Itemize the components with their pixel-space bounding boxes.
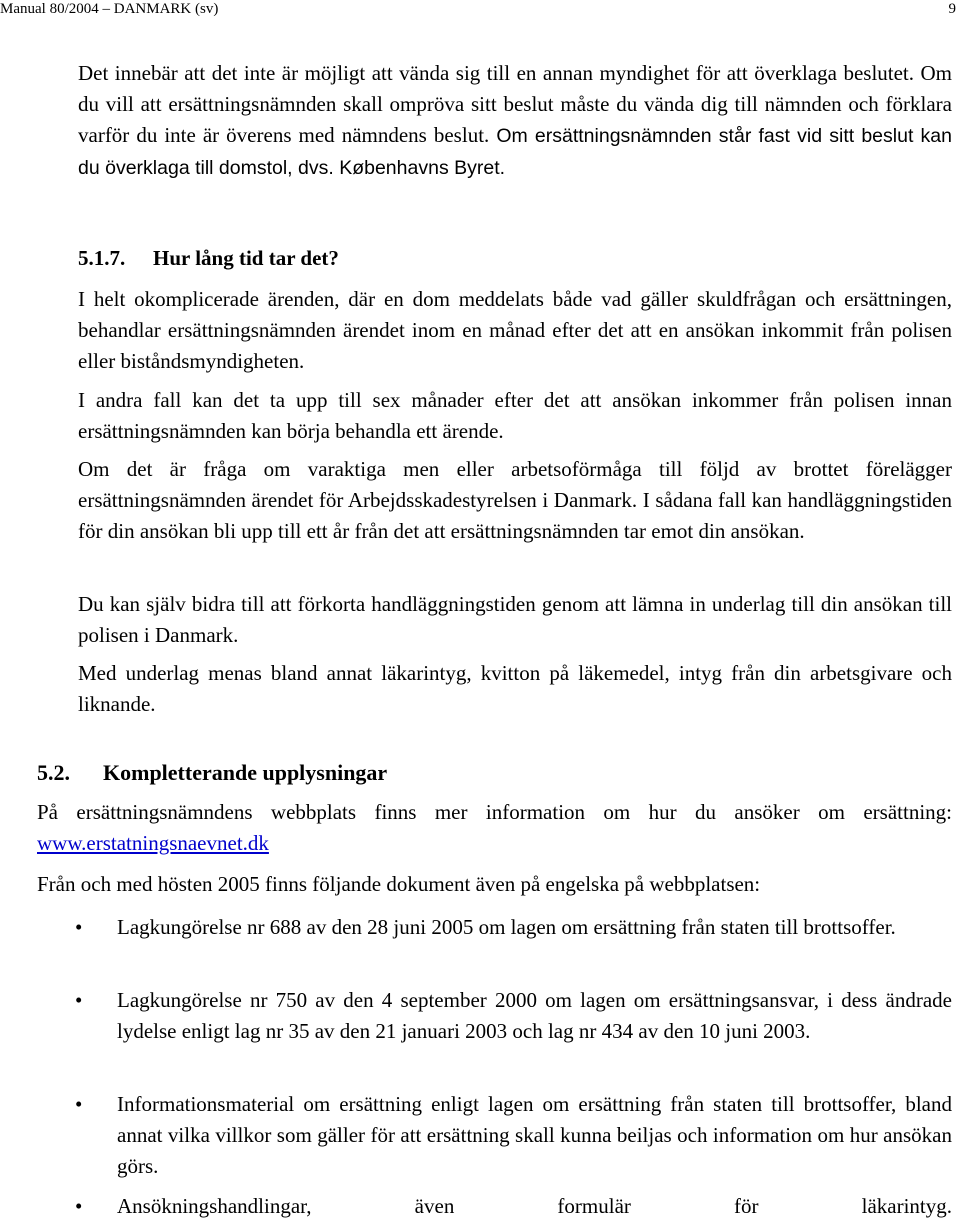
paragraph-4: Du kan själv bidra till att förkorta handläggningstiden genom att lämna in underlag till din ansökan till polisen i Danmark. — [78, 592, 952, 647]
list-item-text: Lagkungörelse nr 750 av den 4 september 2000 om lagen om ersättningsansvar, i dess ändrade lydelse enligt lag nr 35 av den 21 januari 2003 och lag nr 434 av den 10 juni 2003. — [117, 988, 952, 1043]
list-item-text: Ansökningshandlingar, även formulär för läkarintyg. — [117, 1194, 952, 1218]
section-title: Kompletterande upplysningar — [103, 760, 388, 785]
docs-intro-paragraph: Från och med hösten 2005 finns följande dokument även på engelska på webbplatsen: — [37, 872, 761, 896]
bullet-icon: • — [75, 1092, 83, 1116]
intro-serif-text: Det innebär att det inte är möjligt att vända sig till en annan myndighet för att överklaga beslutet. Om du vill att ersättningsnämnden skall ompröva sitt beslut måste du vända dig till nämnden och förklara varför du inte är överens med nämndens beslut. — [78, 61, 952, 147]
list-item — [75, 1089, 952, 1182]
bullet-icon: • — [75, 988, 83, 1012]
website-link[interactable]: www.erstatningsnaevnet.dk — [37, 831, 269, 855]
paragraph-5: Med underlag menas bland annat läkarintyg, kvitton på läkemedel, intyg från din arbetsgivare och liknande. — [78, 661, 952, 716]
info-paragraph — [37, 797, 952, 859]
list-item-text: Informationsmaterial om ersättning enligt lagen om ersättning från staten till brottsoffer, bland annat vilka villkor som gäller för att ersättning skall kunna beiljas och information om hur ansökan görs. — [117, 1092, 952, 1178]
list-item-text: Lagkungörelse nr 688 av den 28 juni 2005 om lagen om ersättning från staten till brottsoffer. — [117, 915, 896, 939]
section-number: 5.1.7. — [78, 246, 126, 270]
section-title: Hur lång tid tar det? — [153, 246, 339, 270]
page-header — [0, 0, 960, 20]
section-number: 5.2. — [37, 760, 70, 785]
info-text: På ersättningsnämndens webbplats finns mer information om hur du ansöker om ersättning: — [37, 800, 952, 824]
intro-paragraph — [78, 58, 952, 184]
paragraph-1: I helt okomplicerade ärenden, där en dom meddelats både vad gäller skuldfrågan och ersättningen, behandlar ersättningsnämnden ärendet inom en månad efter det att en ansökan inkommit från polisen eller biståndsmyndigheten. — [78, 287, 952, 373]
list-item — [75, 1191, 952, 1222]
bullet-icon: • — [75, 915, 83, 939]
intro-sans-text: Om ersättningsnämnden står fast vid sitt beslut kan du överklaga till domstol, dvs. Københavns Byret. — [78, 125, 953, 179]
bullet-icon: • — [75, 1194, 83, 1218]
paragraph-3: Om det är fråga om varaktiga men eller arbetsoförmåga till följd av brottet förelägger ersättningsnämnden ärendet för Arbejdsskadestyrelsen i Danmark. I sådana fall kan handläggningstiden för din ansökan bli upp till ett år från det att ersättningsnämnden tar emot din ansökan. — [78, 457, 952, 543]
paragraph-2: I andra fall kan det ta upp till sex månader efter det att ansökan inkommer från polisen innan ersättningsnämnden kan börja behandla ett ärende. — [78, 388, 952, 443]
section-heading-5-1-7 — [78, 243, 339, 274]
list-item — [75, 985, 952, 1047]
section-heading-5-2 — [37, 757, 387, 789]
document-title: Manual 80/2004 – DANMARK (sv) — [0, 1, 219, 17]
list-item — [75, 912, 952, 943]
page-number: 9 — [948, 1, 956, 17]
